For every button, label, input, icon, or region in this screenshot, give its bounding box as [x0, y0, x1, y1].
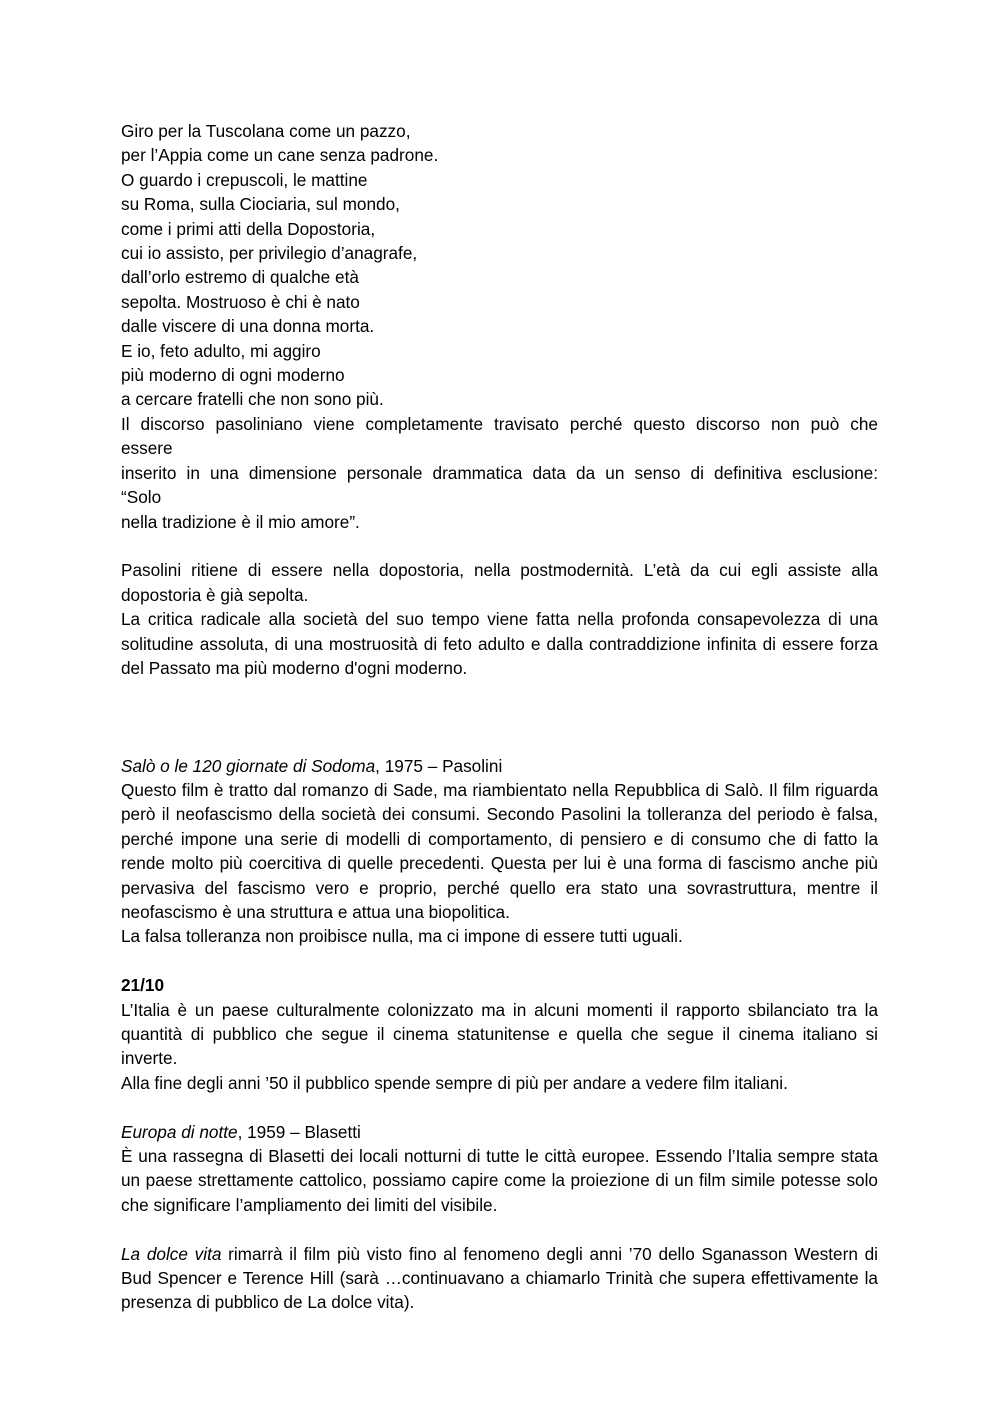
- document-page: [121, 119, 878, 1315]
- spacer: [121, 680, 878, 729]
- poem-line: sepolta. Mostruoso è chi è nato: [121, 291, 360, 312]
- dolce-vita-text: rimarrà il film più visto fino al fenomeno degli anni ’70 dello Sganasson Western di Bud Spencer e Terence Hill (sarà …continuavano a chiamarlo Trinità che supera effettivamente la presenza di pubblico de La dolce vita).: [121, 1243, 878, 1313]
- film-year-director: , 1959 – Blasetti: [237, 1121, 361, 1142]
- poem-line: per l’Appia come un cane senza padrone.: [121, 145, 439, 166]
- spacer: [121, 1217, 878, 1241]
- critica-paragraph: La critica radicale alla società del suo tempo viene fatta nella profonda consapevolezza di una solitudine assoluta, di una mostruosità di feto adulto e dalla contraddizione infinita di essere forza del Passato ma più moderno d'ogni moderno.: [121, 609, 878, 678]
- poem-line: a cercare fratelli che non sono più.: [121, 389, 384, 410]
- film-title: Europa di notte: [121, 1121, 238, 1142]
- poem-line: dalle viscere di una donna morta.: [121, 316, 375, 337]
- poem-line: Giro per la Tuscolana come un pazzo,: [121, 121, 411, 141]
- salo-title: [121, 754, 878, 778]
- spacer: [121, 949, 878, 973]
- poem-line: più moderno di ogni moderno: [121, 365, 345, 386]
- film-title: La dolce vita: [121, 1243, 222, 1264]
- poem: [121, 119, 878, 412]
- salo-paragraph: Questo film è tratto dal romanzo di Sade, ma riambientato nella Repubblica di Salò. Il film riguarda però il neofascismo della società dei consumi. Secondo Pasolini la tolleranza del periodo è falsa, perché impone una serie di modelli di comportamento, di pensiero e di consumo che di fatto la rende molto più coercitiva di quelle precedenti. Questa per lui è una forma di fascismo anche più pervasiva del fascismo vero e proprio, perché quello era stato una sovrastruttura, mentre il neofascismo è una struttura e attua una biopolitica.: [121, 779, 878, 922]
- film-year-director: , 1975 – Pasolini: [375, 755, 503, 776]
- spacer: [121, 534, 878, 558]
- discorso-paragraph: [121, 412, 878, 534]
- poem-line: su Roma, sulla Ciociaria, sul mondo,: [121, 194, 400, 215]
- poem-line: O guardo i crepuscoli, le mattine: [121, 169, 368, 190]
- dolce-vita-paragraph: [121, 1242, 878, 1315]
- poem-line: E io, feto adulto, mi aggiro: [121, 340, 321, 361]
- tolleranza-paragraph: La falsa tolleranza non proibisce nulla, ma ci impone di essere tutti uguali.: [121, 926, 683, 947]
- italia-paragraph: L’Italia è un paese culturalmente colonizzato ma in alcuni momenti il rapporto sbilanciato tra la quantità di pubblico che segue il cinema statunitense e quella che segue il cinema italiano si inverte.: [121, 999, 878, 1069]
- text-line: “Solo: [121, 487, 162, 508]
- spacer: [121, 1095, 878, 1119]
- anni-50-paragraph: Alla fine degli anni ’50 il pubblico spende sempre di più per andare a vedere film italiani.: [121, 1072, 788, 1093]
- poem-line: come i primi atti della Dopostoria,: [121, 218, 376, 239]
- text-line: nella tradizione è il mio amore”.: [121, 511, 360, 532]
- poem-line: dall’orlo estremo di qualche età: [121, 267, 359, 288]
- poem-line: cui io assisto, per privilegio d’anagrafe,: [121, 243, 418, 264]
- film-title: Salò o le 120 giornate di Sodoma: [121, 755, 376, 776]
- europa-title: [121, 1120, 878, 1144]
- date-heading: 21/10: [121, 975, 165, 996]
- justified-line: Il discorso pasoliniano viene completamente travisato perché questo discorso non può che: [121, 413, 878, 434]
- justified-line: inserito in una dimensione personale drammatica data da un senso di definitiva esclusione:: [121, 462, 878, 483]
- dopostoria-paragraph: Pasolini ritiene di essere nella dopostoria, nella postmodernità. L’età da cui egli assiste alla dopostoria è già sepolta.: [121, 560, 878, 605]
- europa-paragraph: È una rassegna di Blasetti dei locali notturni di tutte le città europee. Essendo l’Italia sempre stata un paese strettamente cattolico, possiamo capire come la proiezione di un film simile potesse solo che significare l’ampliamento dei limiti del visibile.: [121, 1145, 878, 1215]
- text-line: essere: [121, 438, 173, 459]
- spacer: [121, 729, 878, 753]
